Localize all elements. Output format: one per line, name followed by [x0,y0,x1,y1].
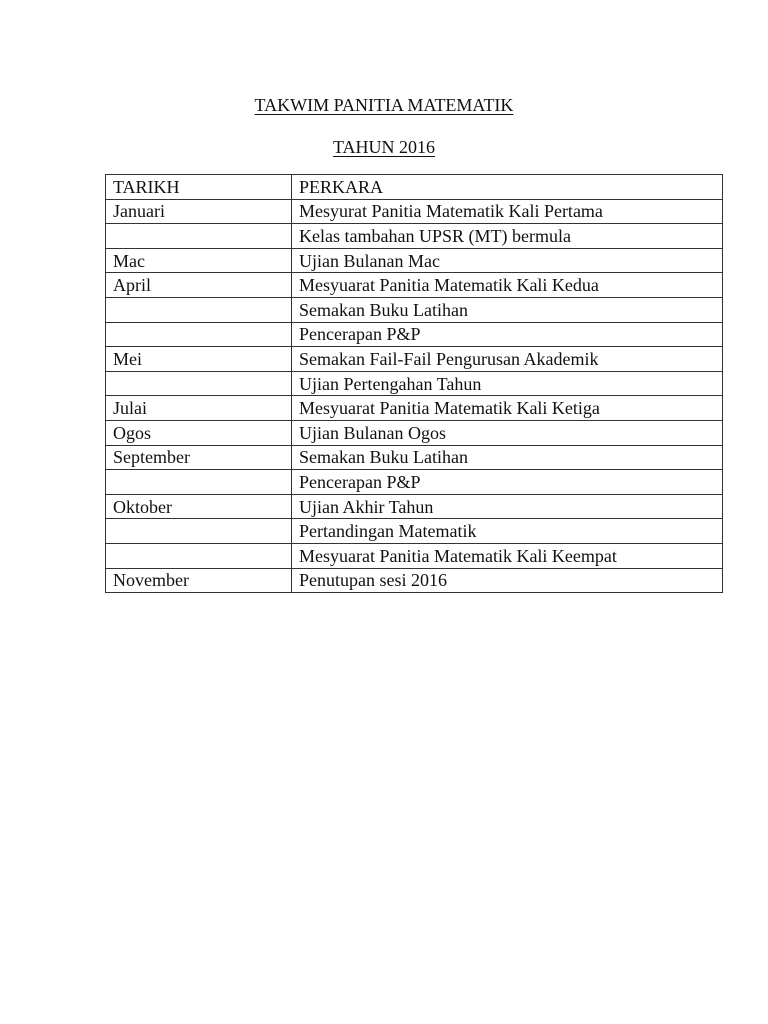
table-row [106,445,723,470]
cell-tarikh: Oktober [106,494,292,519]
table-row [106,322,723,347]
cell-tarikh [106,371,292,396]
schedule-table [105,174,723,593]
cell-tarikh [106,543,292,568]
cell-perkara: Mesyuarat Panitia Matematik Kali Kedua [292,273,723,298]
table-row [106,273,723,298]
cell-perkara: Pencerapan P&P [292,470,723,495]
cell-perkara: Kelas tambahan UPSR (MT) bermula [292,224,723,249]
table-header-row [106,175,723,200]
table-row [106,347,723,372]
cell-perkara: Pencerapan P&P [292,322,723,347]
cell-tarikh: November [106,568,292,593]
cell-tarikh [106,224,292,249]
cell-perkara: Penutupan sesi 2016 [292,568,723,593]
table-row [106,248,723,273]
cell-tarikh [106,322,292,347]
cell-tarikh: Ogos [106,420,292,445]
cell-perkara: Mesyurat Panitia Matematik Kali Pertama [292,199,723,224]
table-row [106,543,723,568]
cell-tarikh: April [106,273,292,298]
column-header-tarikh: TARIKH [106,175,292,200]
cell-tarikh: Mei [106,347,292,372]
cell-tarikh [106,297,292,322]
cell-perkara: Semakan Buku Latihan [292,297,723,322]
table-row [106,470,723,495]
table-row [106,519,723,544]
cell-tarikh: September [106,445,292,470]
cell-perkara: Ujian Bulanan Ogos [292,420,723,445]
cell-tarikh [106,519,292,544]
cell-perkara: Mesyuarat Panitia Matematik Kali Ketiga [292,396,723,421]
cell-tarikh: Mac [106,248,292,273]
cell-perkara: Ujian Pertengahan Tahun [292,371,723,396]
table-row [106,494,723,519]
table-row [106,297,723,322]
cell-perkara: Ujian Bulanan Mac [292,248,723,273]
cell-perkara: Semakan Fail-Fail Pengurusan Akademik [292,347,723,372]
column-header-perkara: PERKARA [292,175,723,200]
table-row [106,371,723,396]
table-row [106,568,723,593]
cell-tarikh: Januari [106,199,292,224]
table-row [106,199,723,224]
page-subtitle: TAHUN 2016 [332,137,436,157]
table-row [106,396,723,421]
table-row [106,224,723,249]
page-title: TAKWIM PANITIA MATEMATIK [254,95,514,115]
cell-perkara: Mesyuarat Panitia Matematik Kali Keempat [292,543,723,568]
cell-tarikh [106,470,292,495]
cell-perkara: Semakan Buku Latihan [292,445,723,470]
cell-perkara: Ujian Akhir Tahun [292,494,723,519]
table-row [106,420,723,445]
cell-perkara: Pertandingan Matematik [292,519,723,544]
cell-tarikh: Julai [106,396,292,421]
